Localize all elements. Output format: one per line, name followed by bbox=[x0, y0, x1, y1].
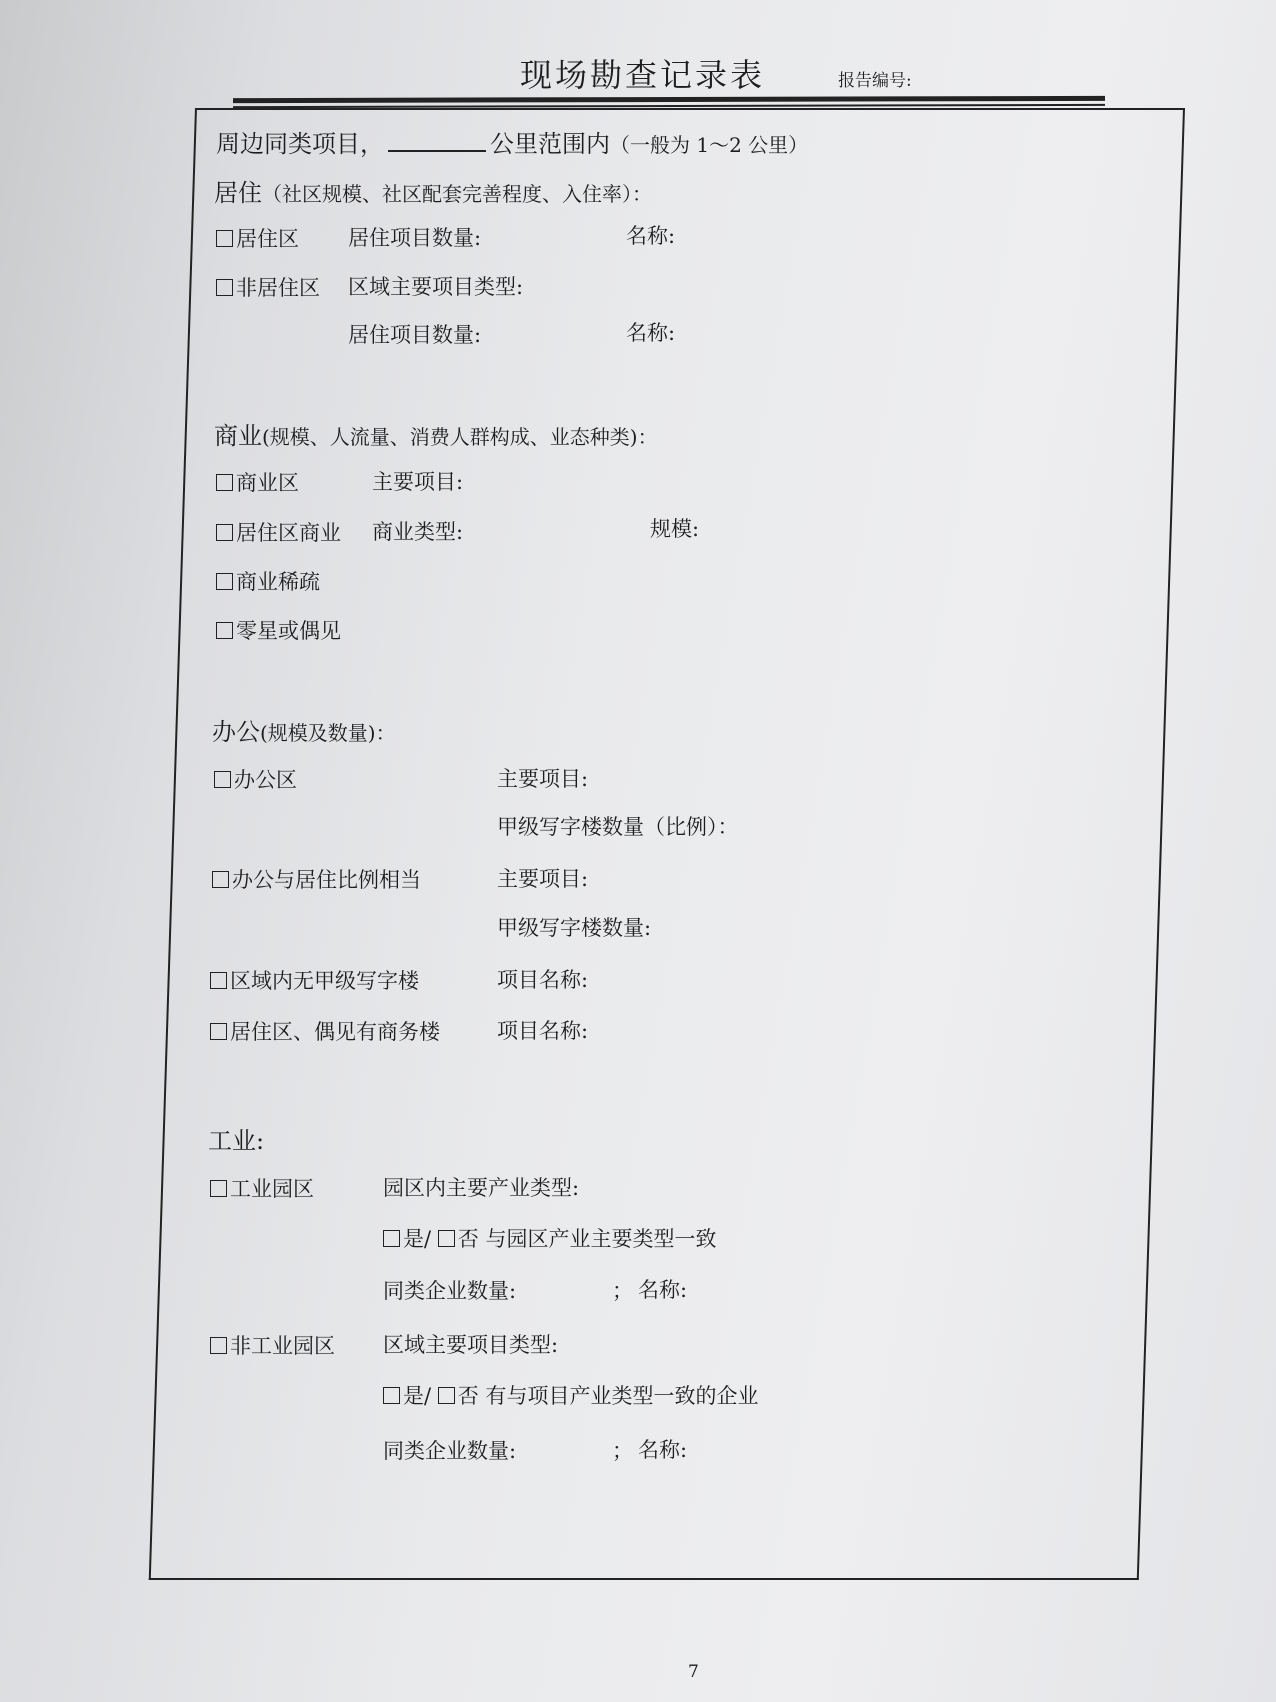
report-number-label: 报告编号: bbox=[838, 71, 912, 91]
office-equal-main-projects-label: 主要项目: bbox=[497, 867, 589, 891]
commercial-heading: 商业 bbox=[214, 422, 262, 450]
commercial-heading-line bbox=[214, 416, 658, 451]
non-park-same-type-count-label: 同类企业数量: bbox=[383, 1439, 517, 1463]
range-note: （一般为 1～2 公里） bbox=[610, 133, 809, 157]
commercial-sparse-checkbox[interactable] bbox=[216, 573, 233, 590]
residential-count-label: 居住项目数量: bbox=[348, 226, 482, 250]
office-note: (规模及数量)： bbox=[260, 721, 396, 745]
commercial-type-label: 商业类型: bbox=[372, 520, 464, 544]
commercial-area-label: 商业区 bbox=[236, 471, 299, 495]
frame-top-edge bbox=[195, 108, 1185, 110]
no-grade-a-project-name-label: 项目名称: bbox=[497, 968, 589, 992]
office-residential-equal-label: 办公与居住比例相当 bbox=[232, 868, 421, 892]
commercial-sparse-label: 商业稀疏 bbox=[236, 570, 320, 594]
residential-area-label: 居住区 bbox=[236, 227, 299, 251]
park-no-checkbox[interactable] bbox=[438, 1230, 455, 1247]
grade-a-ratio-label: 甲级写字楼数量（比例）： bbox=[497, 815, 739, 839]
non-residential-area-checkbox[interactable] bbox=[216, 279, 233, 296]
industrial-heading: 工业: bbox=[208, 1127, 265, 1155]
residential-business-option[interactable] bbox=[210, 1016, 440, 1046]
project-consistency-line bbox=[383, 1380, 758, 1410]
residential-heading: 居住 bbox=[214, 179, 262, 207]
commercial-area-option[interactable] bbox=[216, 467, 299, 497]
no-grade-a-label: 区域内无甲级写字楼 bbox=[230, 969, 419, 993]
park-no-label: 否 bbox=[457, 1227, 479, 1251]
residential-commercial-label: 居住区商业 bbox=[236, 521, 341, 545]
park-consistency-line bbox=[383, 1223, 716, 1253]
park-separator: ； bbox=[612, 1279, 633, 1303]
frame-left-edge bbox=[149, 108, 197, 1580]
residential-heading-line bbox=[214, 173, 652, 208]
commercial-sparse-option[interactable] bbox=[216, 566, 320, 596]
residential-business-project-name-label: 项目名称: bbox=[497, 1019, 589, 1043]
range-suffix: 公里范围内 bbox=[490, 130, 610, 158]
park-yes-checkbox[interactable] bbox=[383, 1230, 400, 1247]
region-main-type-label: 区域主要项目类型: bbox=[348, 275, 524, 299]
commercial-main-projects-label: 主要项目: bbox=[372, 470, 464, 494]
commercial-occasional-checkbox[interactable] bbox=[216, 622, 233, 639]
park-main-type-label: 园区内主要产业类型: bbox=[383, 1176, 580, 1200]
residential-business-checkbox[interactable] bbox=[210, 1023, 227, 1040]
office-area-checkbox[interactable] bbox=[214, 771, 231, 788]
non-park-separator: ； bbox=[612, 1439, 633, 1463]
non-park-name-label: 名称: bbox=[638, 1438, 688, 1462]
non-residential-count-label: 居住项目数量: bbox=[348, 323, 482, 347]
page-number: 7 bbox=[688, 1662, 699, 1682]
non-residential-area-label: 非居住区 bbox=[236, 276, 320, 300]
office-area-option[interactable] bbox=[214, 764, 297, 794]
residential-note: （社区规模、社区配套完善程度、入住率）： bbox=[262, 182, 652, 206]
non-industrial-park-option[interactable] bbox=[210, 1330, 335, 1360]
commercial-occasional-label: 零星或偶见 bbox=[236, 619, 341, 643]
industrial-park-label: 工业园区 bbox=[230, 1177, 314, 1201]
commercial-occasional-option[interactable] bbox=[216, 615, 341, 645]
residential-name-label: 名称: bbox=[626, 224, 676, 248]
no-grade-a-checkbox[interactable] bbox=[210, 972, 227, 989]
residential-commercial-checkbox[interactable] bbox=[216, 524, 233, 541]
grade-a-count-label: 甲级写字楼数量: bbox=[497, 916, 652, 940]
range-km-blank[interactable] bbox=[388, 132, 486, 152]
range-line bbox=[216, 124, 808, 159]
non-residential-name-label: 名称: bbox=[626, 321, 676, 345]
project-yes-label: 是/ bbox=[403, 1384, 432, 1408]
form-title: 现场勘查记录表 bbox=[520, 56, 766, 94]
residential-area-checkbox[interactable] bbox=[216, 230, 233, 247]
industrial-park-checkbox[interactable] bbox=[210, 1180, 227, 1197]
industrial-park-option[interactable] bbox=[210, 1173, 314, 1203]
region-main-type-industrial-label: 区域主要项目类型: bbox=[383, 1333, 559, 1357]
residential-area-option[interactable] bbox=[216, 223, 299, 253]
park-same-type-count-label: 同类企业数量: bbox=[383, 1279, 517, 1303]
office-heading-line bbox=[212, 712, 396, 747]
park-name-label: 名称: bbox=[638, 1278, 688, 1302]
non-industrial-park-checkbox[interactable] bbox=[210, 1337, 227, 1354]
office-area-label: 办公区 bbox=[234, 768, 297, 792]
project-no-checkbox[interactable] bbox=[438, 1387, 455, 1404]
range-prefix: 周边同类项目， bbox=[216, 130, 384, 158]
residential-business-label: 居住区、偶见有商务楼 bbox=[230, 1020, 440, 1044]
commercial-note: (规模、人流量、消费人群构成、业态种类)： bbox=[262, 425, 658, 449]
frame-bottom-edge bbox=[149, 1578, 1139, 1580]
office-main-projects-label: 主要项目: bbox=[497, 767, 589, 791]
residential-commercial-option[interactable] bbox=[216, 517, 341, 547]
header-rule-thick bbox=[233, 96, 1105, 103]
office-heading: 办公 bbox=[212, 718, 260, 746]
project-no-label: 否 bbox=[457, 1384, 479, 1408]
office-residential-equal-option[interactable] bbox=[212, 864, 421, 894]
commercial-area-checkbox[interactable] bbox=[216, 474, 233, 491]
office-residential-equal-checkbox[interactable] bbox=[212, 871, 229, 888]
park-consistency-text: 与园区产业主要类型一致 bbox=[485, 1227, 717, 1251]
project-consistency-text: 有与项目产业类型一致的企业 bbox=[485, 1384, 759, 1408]
non-industrial-park-label: 非工业园区 bbox=[230, 1334, 335, 1358]
project-yes-checkbox[interactable] bbox=[383, 1387, 400, 1404]
frame-right-edge bbox=[1137, 108, 1185, 1580]
commercial-scale-label: 规模: bbox=[650, 517, 700, 541]
no-grade-a-option[interactable] bbox=[210, 965, 419, 995]
park-yes-label: 是/ bbox=[403, 1227, 432, 1251]
non-residential-area-option[interactable] bbox=[216, 272, 320, 302]
